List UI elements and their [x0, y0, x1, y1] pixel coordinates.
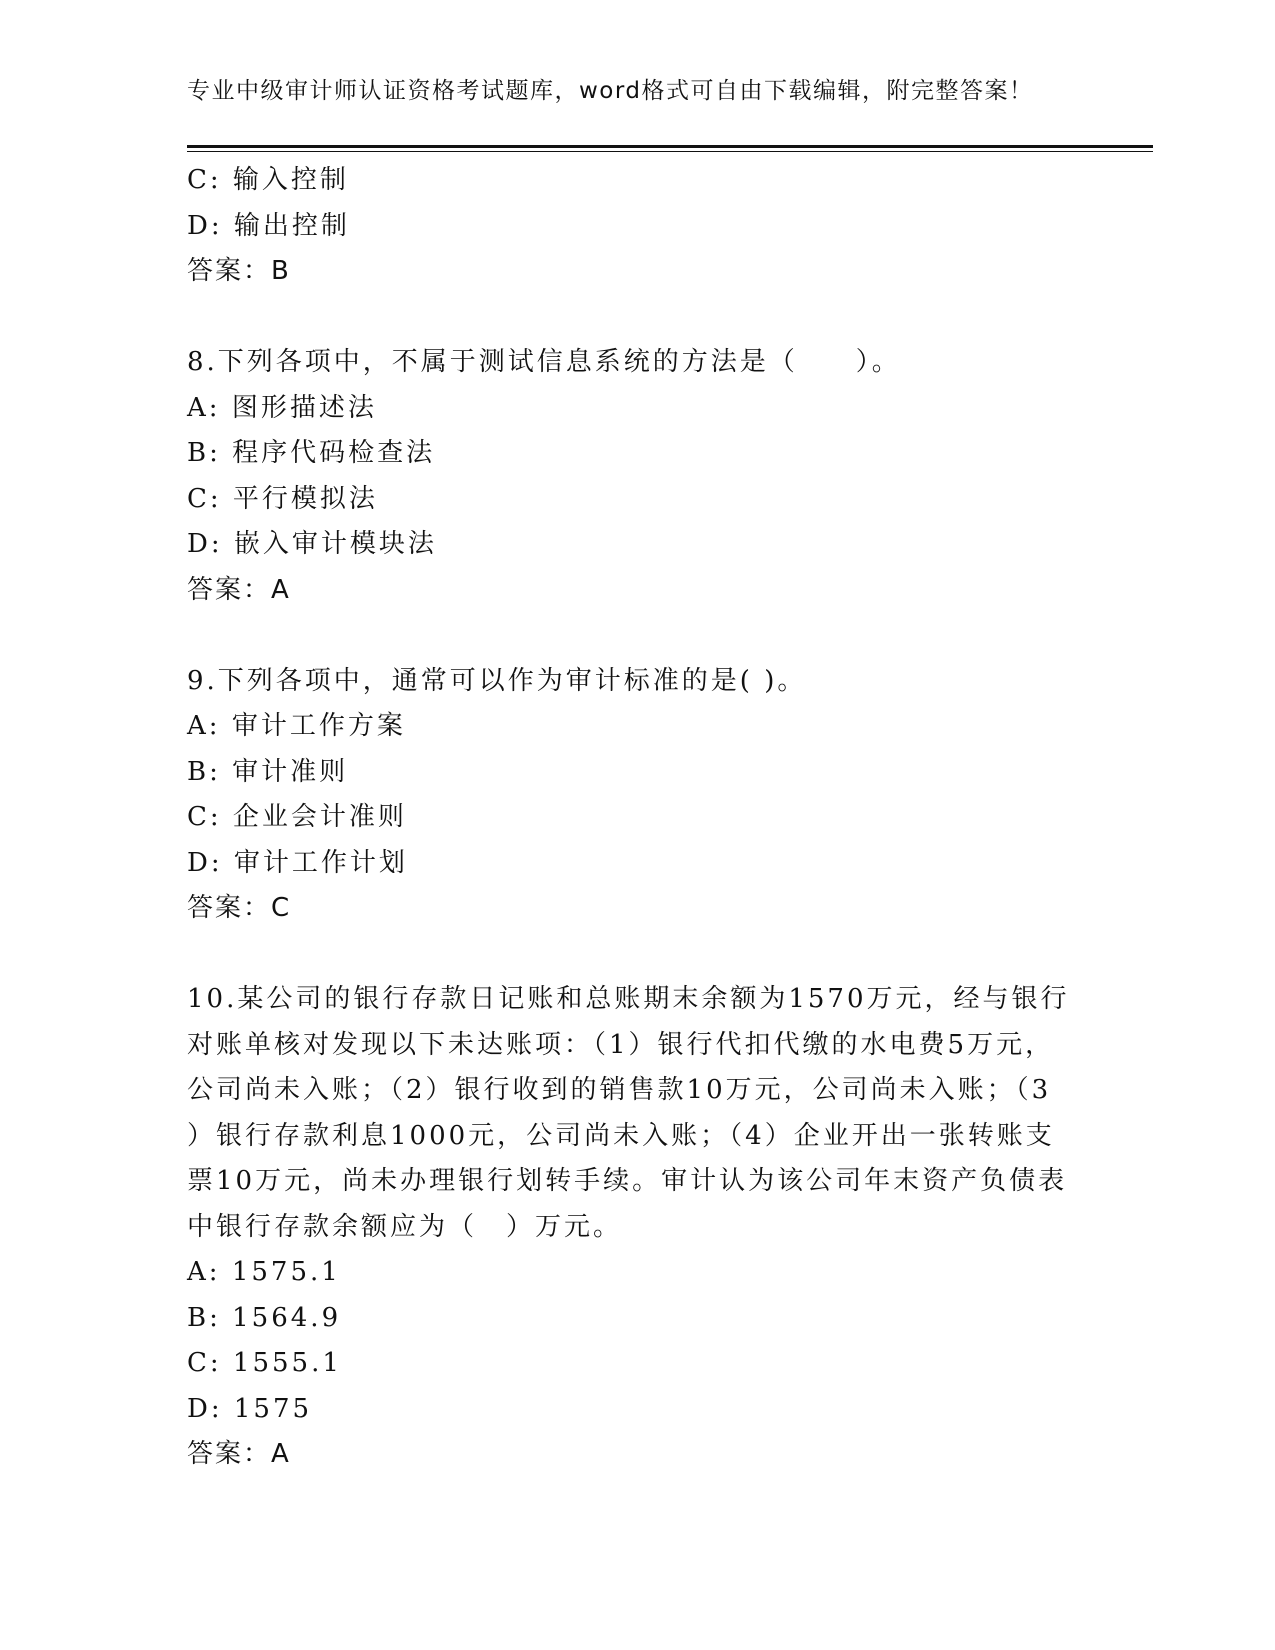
answer: 答案：A: [187, 574, 291, 605]
question-stem: 8.下列各项中，不属于测试信息系统的方法是（ ）。: [187, 347, 901, 377]
option-a: A: 审计工作方案: [187, 711, 406, 741]
spacer: [187, 295, 1087, 341]
spacer: [187, 932, 1087, 978]
question-stem-line: 10.某公司的银行存款日记账和总账期末余额为1570万元，经与银行: [187, 984, 1070, 1014]
question-stem: 9.下列各项中，通常可以作为审计标准的是( )。: [187, 665, 807, 696]
option-d: D: 输出控制: [187, 210, 350, 241]
option-c: C: 输入控制: [187, 165, 349, 195]
question-10: [187, 977, 1087, 1478]
spacer: [187, 613, 1087, 659]
question-stem-line: 中银行存款余额应为（ ）万元。: [187, 1211, 623, 1242]
option-d: D: 审计工作计划: [187, 847, 408, 878]
question-9: [187, 659, 1087, 932]
header-rule-thin: [187, 151, 1153, 152]
question-stem-line: 对账单核对发现以下未达账项：（1）银行代扣代缴的水电费5万元，: [187, 1029, 1055, 1060]
question-8: [187, 340, 1087, 613]
option-b: B: 程序代码检查法: [187, 438, 436, 468]
question-stem-line: 票10万元，尚未办理银行划转手续。审计认为该公司年末资产负债表: [187, 1166, 1068, 1196]
option-a: A: 图形描述法: [187, 392, 377, 423]
answer: 答案：C: [187, 893, 292, 923]
question-stem-line: ）银行存款利息1000元，公司尚未入账；（4）企业开出一张转账支: [187, 1120, 1055, 1151]
question-stem-line: 公司尚未入账；（2）银行收到的销售款10万元，公司尚未入账；（3: [187, 1075, 1052, 1105]
answer: 答案：A: [187, 1439, 291, 1469]
option-c: C: 1555.1: [187, 1348, 342, 1378]
page-header: 专业中级审计师认证资格考试题库，word格式可自由下载编辑，附完整答案！: [187, 78, 1034, 104]
option-d: D: 嵌入审计模块法: [187, 529, 437, 559]
option-a: A: 1575.1: [187, 1257, 341, 1287]
option-d: D: 1575: [187, 1393, 313, 1424]
answer: 答案：B: [187, 256, 291, 286]
option-c: C: 企业会计准则: [187, 802, 407, 832]
option-c: C: 平行模拟法: [187, 483, 378, 514]
header-rule-thick: [187, 145, 1153, 148]
option-b: B: 1564.9: [187, 1302, 342, 1333]
document-content: [187, 158, 1087, 1478]
option-b: B: 审计准则: [187, 756, 349, 787]
question-7-tail: [187, 158, 1087, 295]
